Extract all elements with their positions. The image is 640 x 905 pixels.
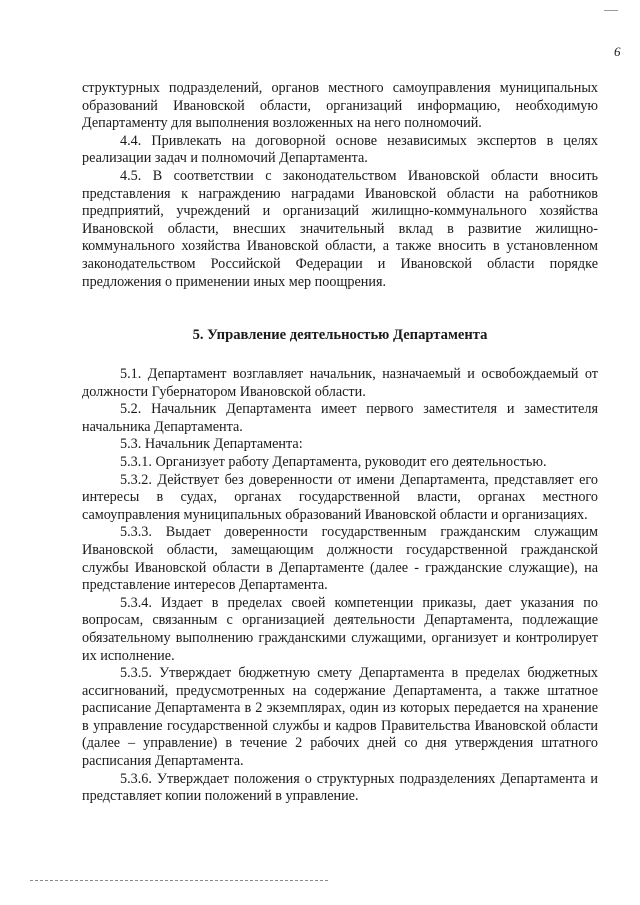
section-5-text-block <box>82 366 598 806</box>
top-text-block <box>82 80 598 291</box>
section-5-heading: 5. Управление деятельностью Департамента <box>192 327 488 343</box>
paragraph-4-3-continuation: структурных подразделений, органов местного самоуправления муниципальных образований Ивановской области, организаций информацию, необходимую Департаменту для выполнения возложенных на него полномочий. <box>82 80 598 132</box>
paragraph-5-2: 5.2. Начальник Департамента имеет первого заместителя и заместителя начальника Департамента. <box>82 401 598 435</box>
paragraph-5-3: 5.3. Начальник Департамента: <box>120 436 303 453</box>
scan-footer-line <box>30 880 330 881</box>
scan-corner-mark <box>604 10 618 11</box>
paragraph-4-4: 4.4. Привлекать на договорной основе независимых экспертов в целях реализации задач и полномочий Департамента. <box>82 132 598 167</box>
paragraph-5-3-2: 5.3.2. Действует без доверенности от имени Департамента, представляет его интересы в судах, органах государственной власти, органах местного самоуправления муниципальных образований Ивановской области и организациях. <box>82 471 598 523</box>
paragraph-5-3-6: 5.3.6. Утверждает положения о структурных подразделениях Департамента и представляет копии положений в управление. <box>82 770 598 805</box>
paragraph-4-5: 4.5. В соответствии с законодательством Ивановской области вносить представления к награждению наградами Ивановской области на работников предприятий, учреждений и организаций жилищно-коммунального хозяйства Ивановской области, внесших значительный вклад в развитие жилищно-коммунального хозяйства Ивановской области, а также вносить в установленном законодательством Российской Федерации и Ивановской области порядке предложения о применении иных мер поощрения. <box>82 167 598 290</box>
paragraph-5-1: 5.1. Департамент возглавляет начальник, назначаемый и освобождаемый от должности Губернатором Ивановской области. <box>82 366 598 400</box>
paragraph-5-3-4: 5.3.4. Издает в пределах своей компетенции приказы, дает указания по вопросам, связанным с организацией деятельности Департамента, подлежащие обязательному выполнению гражданскими служащими, организует и контролирует их исполнение. <box>82 594 598 664</box>
paragraph-5-3-3: 5.3.3. Выдает доверенности государственным гражданским служащим Ивановской области, замещающим должности государственной гражданской службы Ивановской области в Департаменте (далее - гражданские служащие), на представление интересов Департамента. <box>82 524 598 594</box>
paragraph-5-3-5: 5.3.5. Утверждает бюджетную смету Департамента в пределах бюджетных ассигнований, предусмотренных на содержание Департамента, а также штатное расписание Департамента в 2 экземплярах, один из которых передается на хранение в управление государственной службы и кадров Правительства Ивановской области (далее – управление) в течение 2 рабочих дней со дня утверждения штатного расписания Департамента. <box>82 665 598 770</box>
page-number: 6 <box>614 44 621 59</box>
paragraph-5-3-1: 5.3.1. Организует работу Департамента, руководит его деятельностью. <box>120 453 547 470</box>
